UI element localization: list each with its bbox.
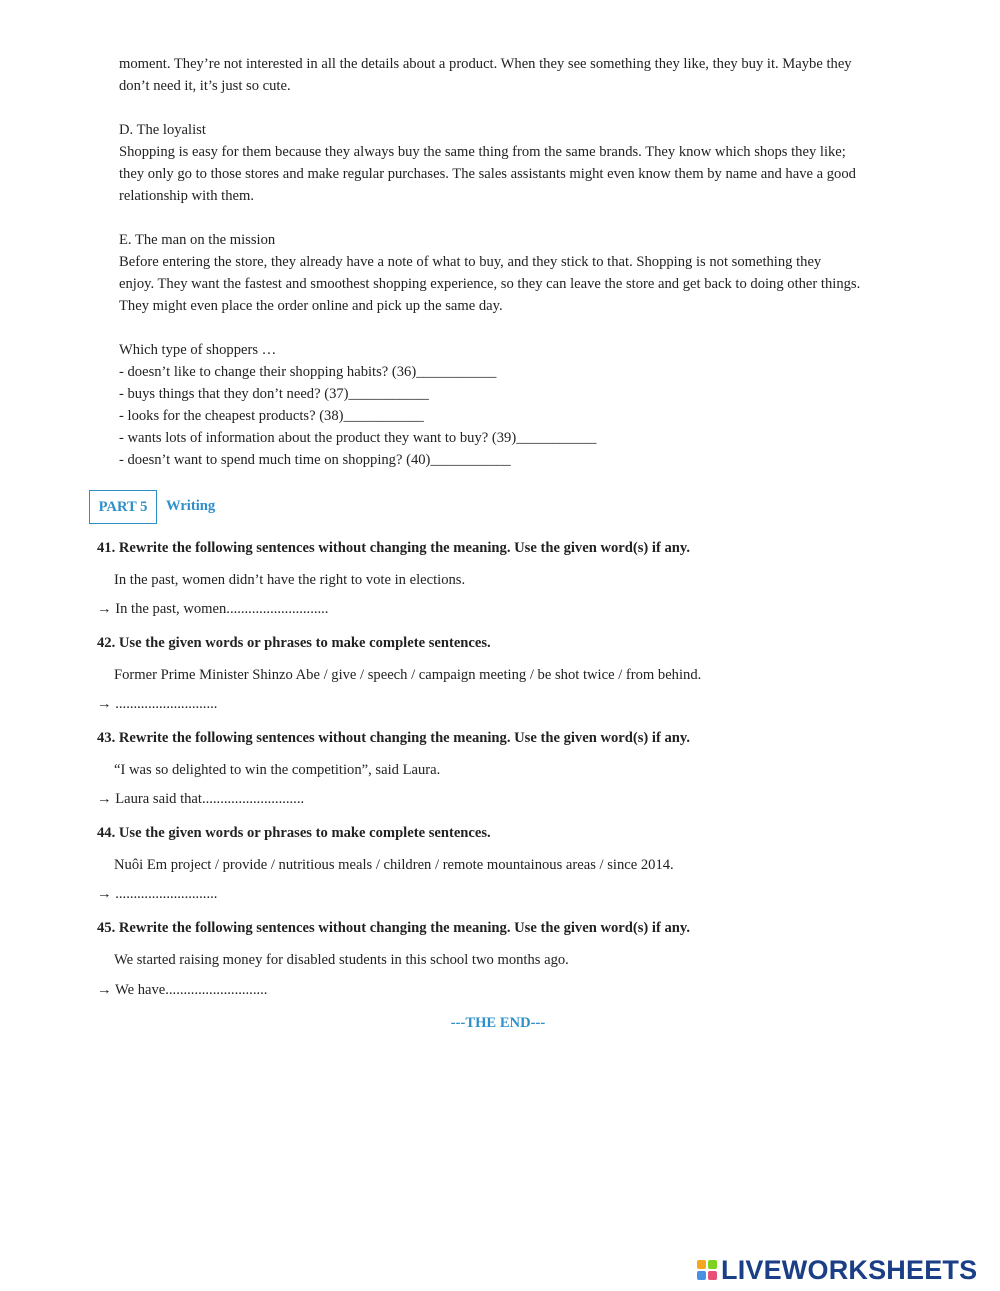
- question-39[interactable]: - wants lots of information about the product they want to buy? (39)___________: [119, 430, 597, 446]
- q45-instruction: 45. Rewrite the following sentences without changing the meaning. Use the given word(s) if any.: [97, 920, 691, 936]
- reading-e-line-3: They might even place the order online and pick up the same day.: [119, 298, 503, 314]
- q41-instruction: 41. Rewrite the following sentences without changing the meaning. Use the given word(s) if any.: [97, 540, 691, 556]
- question-intro: Which type of shoppers …: [119, 342, 277, 358]
- reading-c-line-2: don’t need it, it’s just so cute.: [119, 78, 291, 94]
- reading-e-line-2: enjoy. They want the fastest and smoothest shopping experience, so they can leave the store and get back to doing other things.: [119, 276, 861, 292]
- logo-square-4: [708, 1271, 717, 1280]
- question-40[interactable]: - doesn’t want to spend much time on shopping? (40)___________: [119, 452, 511, 468]
- question-36[interactable]: - doesn’t like to change their shopping habits? (36)___________: [119, 364, 497, 380]
- q44-prompt: Nuôi Em project / provide / nutritious meals / children / remote mountainous areas / since 2014.: [114, 857, 674, 873]
- q45-prompt: We started raising money for disabled students in this school two months ago.: [114, 952, 569, 968]
- reading-e-title: E. The man on the mission: [119, 232, 276, 248]
- q43-instruction: 43. Rewrite the following sentences without changing the meaning. Use the given word(s) if any.: [97, 730, 691, 746]
- reading-d-title: D. The loyalist: [119, 122, 206, 138]
- logo-square-2: [708, 1260, 717, 1269]
- liveworksheets-logo-text: LIVEWORKSHEETS: [721, 1254, 978, 1285]
- reading-d-line-2: they only go to those stores and make regular purchases. The sales assistants might even know them by name and have a good: [119, 166, 856, 182]
- part5-title: Writing: [166, 498, 216, 514]
- logo-square-3: [697, 1271, 706, 1280]
- question-38[interactable]: - looks for the cheapest products? (38)___________: [119, 408, 424, 424]
- reading-d-line-3: relationship with them.: [119, 188, 254, 204]
- liveworksheets-logo[interactable]: [697, 1256, 977, 1284]
- question-37[interactable]: - buys things that they don’t need? (37)___________: [119, 386, 429, 402]
- part5-label-box: PART 5: [89, 490, 157, 524]
- q41-prompt: In the past, women didn’t have the right to vote in elections.: [114, 572, 466, 588]
- reading-e-line-1: Before entering the store, they already have a note of what to buy, and they stick to that. Shopping is not something they: [119, 254, 822, 270]
- q43-answer-field[interactable]: → Laura said that............................: [97, 791, 305, 807]
- reading-d-line-1: Shopping is easy for them because they always buy the same thing from the same brands. They know which shops they like;: [119, 144, 846, 160]
- q42-instruction: 42. Use the given words or phrases to make complete sentences.: [97, 635, 491, 651]
- reading-c-line-1: moment. They’re not interested in all the details about a product. When they see something they like, they buy it. Maybe they: [119, 56, 852, 72]
- q43-prompt: “I was so delighted to win the competition”, said Laura.: [114, 762, 441, 778]
- q45-answer-field[interactable]: → We have............................: [97, 982, 268, 998]
- liveworksheets-logo-icon: [697, 1260, 717, 1280]
- q44-instruction: 44. Use the given words or phrases to make complete sentences.: [97, 825, 491, 841]
- q41-answer-field[interactable]: → In the past, women............................: [97, 601, 329, 617]
- the-end-label: ---THE END---: [450, 1015, 546, 1031]
- logo-square-1: [697, 1260, 706, 1269]
- q44-answer-field[interactable]: → ............................: [97, 886, 218, 902]
- q42-answer-field[interactable]: → ............................: [97, 696, 218, 712]
- q42-prompt: Former Prime Minister Shinzo Abe / give / speech / campaign meeting / be shot twice / from behind.: [114, 667, 702, 683]
